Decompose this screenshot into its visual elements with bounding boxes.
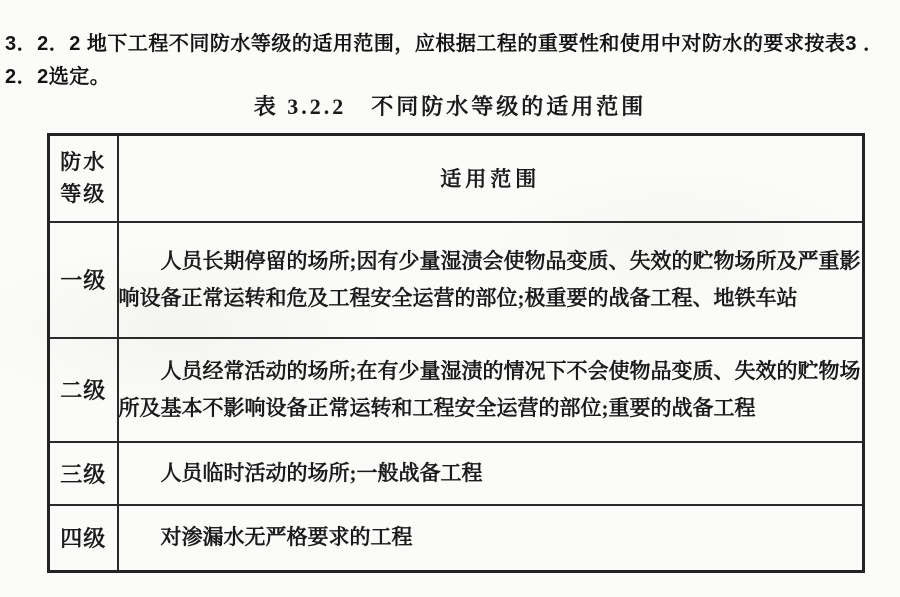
scope-cell [118, 505, 864, 572]
header-grade-line2: 等级 [60, 182, 107, 207]
header-cell-grade [49, 135, 118, 222]
grade-cell: 四级 [49, 505, 118, 572]
header-grade-line1: 防水 [60, 150, 107, 175]
scope-text: 人员经常活动的场所;在有少量湿渍的情况下不会使物品变质、失效的贮物场所及基本不影响设备正常运转和工程安全运营的部位;重要的战备工程 [118, 358, 861, 420]
table-row [49, 505, 864, 572]
waterproof-grade-table [47, 133, 865, 573]
table-header-row [49, 135, 864, 222]
grade-cell: 一级 [49, 222, 118, 338]
scope-text: 人员临时活动的场所;一般战备工程 [160, 460, 483, 485]
table-row [49, 442, 864, 505]
table-row [49, 222, 864, 338]
clause-3-2-2-text [5, 28, 897, 94]
scope-cell [118, 222, 864, 338]
scope-cell [118, 338, 864, 442]
clause-text-line2: 2．2选定。 [5, 66, 111, 88]
header-cell-scope: 适用范围 [118, 135, 864, 222]
scope-text: 对渗漏水无严格要求的工程 [160, 525, 413, 550]
grade-cell: 二级 [49, 338, 118, 442]
scope-cell [118, 442, 864, 505]
scope-text: 人员长期停留的场所;因有少量湿渍会使物品变质、失效的贮物场所及严重影响设备正常运转和危及工程安全运营的部位;极重要的战备工程、地铁车站 [118, 248, 861, 310]
clause-text-line1: 3．2．2 地下工程不同防水等级的适用范围，应根据工程的重要性和使用中对防水的要求按表3 ． [5, 33, 884, 55]
grade-cell: 三级 [49, 442, 118, 505]
table-title: 表 3.2.2 不同防水等级的适用范围 [253, 94, 647, 119]
table-row [49, 338, 864, 442]
